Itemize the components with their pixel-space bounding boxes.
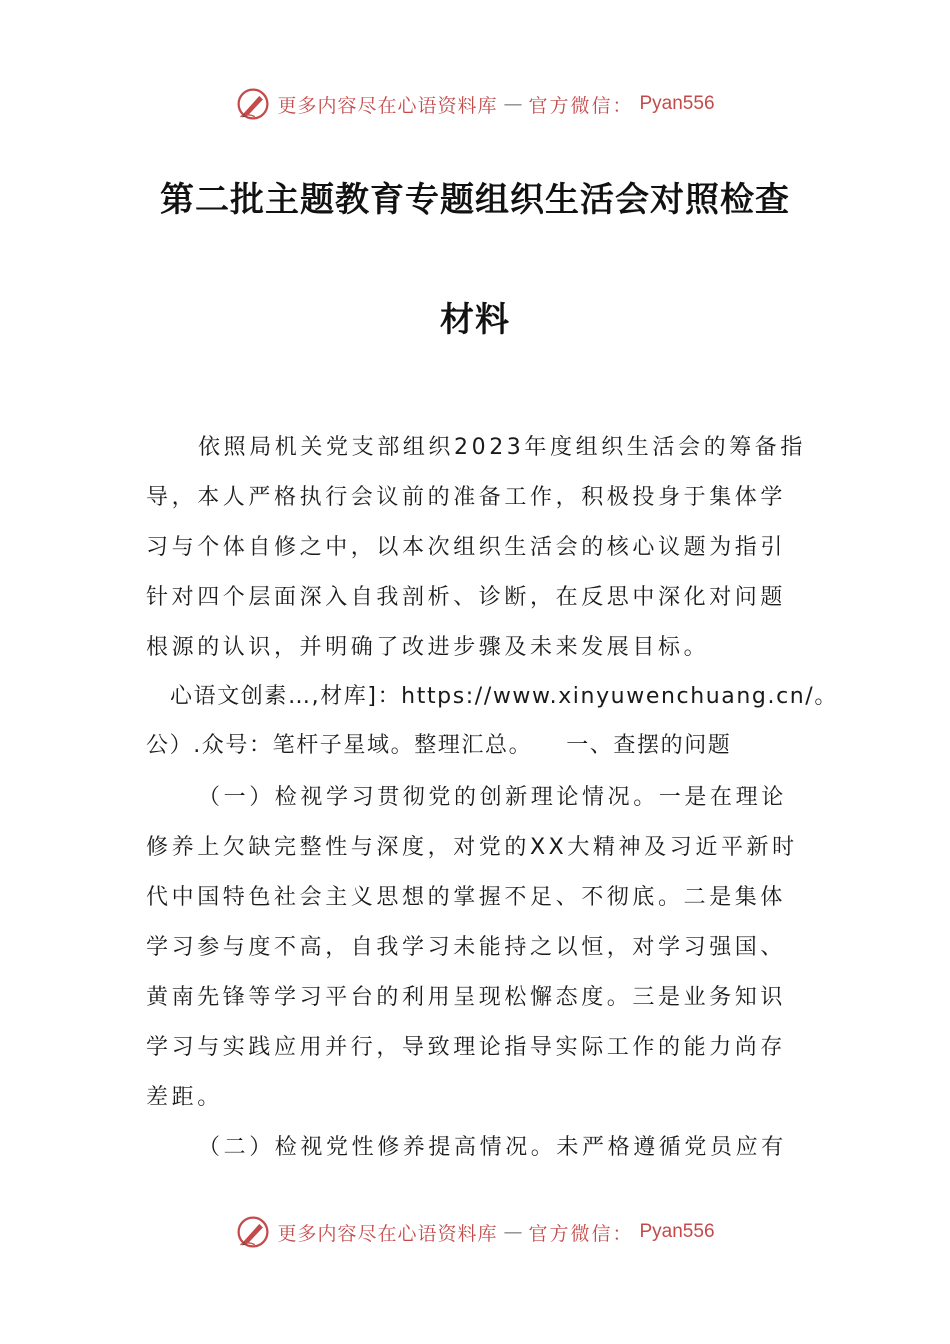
item1-line: 学习参与度不高，自我学习未能持之以恒，对学习强国、	[146, 935, 787, 960]
banner-promo-text: 更多内容尽在心语资料库	[277, 94, 498, 117]
source-line: 心语文创素…,材库]：https://www.xinyuwenchuang.cn/。	[170, 684, 838, 709]
document-title-line-2: 材料	[440, 300, 510, 340]
header-banner	[0, 84, 950, 124]
intro-line: 根源的认识，并明确了改进步骤及未来发展目标。	[146, 635, 710, 660]
banner-wechat-id: Pyan556	[639, 93, 715, 114]
intro-line: 导，本人严格执行会议前的准备工作，积极投身于集体学	[146, 485, 787, 510]
banner-promo-text: 更多内容尽在心语资料库	[277, 1222, 498, 1245]
section-heading: 一、查摆的问题	[566, 733, 732, 758]
item2-line: （二）检视党性修养提高情况。未严格遵循党员应有	[198, 1135, 787, 1160]
banner-dash: —	[503, 93, 523, 115]
pen-logo-icon	[235, 1214, 271, 1250]
banner-wechat-id: Pyan556	[639, 1221, 715, 1242]
item1-line: 差距。	[146, 1085, 223, 1110]
source-line-2	[146, 726, 806, 766]
intro-line: 习与个体自修之中，以本次组织生活会的核心议题为指引	[146, 535, 787, 560]
intro-line: 针对四个层面深入自我剖析、诊断，在反思中深化对问题	[146, 585, 787, 610]
pen-logo-icon	[235, 86, 271, 122]
item1-line: 修养上欠缺完整性与深度，对党的XX大精神及习近平新时	[146, 835, 798, 860]
source-line-2-text: 公）.众号：笔杆子星域。整理汇总。	[146, 733, 533, 758]
item1-line: 代中国特色社会主义思想的掌握不足、不彻底。二是集体	[146, 885, 787, 910]
item1-line: 黄南先锋等学习平台的利用呈现松懈态度。三是业务知识	[146, 985, 787, 1010]
footer-banner	[0, 1212, 950, 1252]
banner-wechat-label: 官方微信：	[528, 1222, 634, 1245]
item1-line: 学习与实践应用并行，导致理论指导实际工作的能力尚存	[146, 1035, 787, 1060]
banner-wechat-label: 官方微信：	[528, 94, 634, 117]
document-title-line-1: 第二批主题教育专题组织生活会对照检查	[160, 180, 790, 220]
intro-line: 依照局机关党支部组织2023年度组织生活会的筹备指	[198, 435, 806, 460]
banner-dash: —	[503, 1221, 523, 1243]
item1-line: （一）检视学习贯彻党的创新理论情况。一是在理论	[198, 785, 787, 810]
